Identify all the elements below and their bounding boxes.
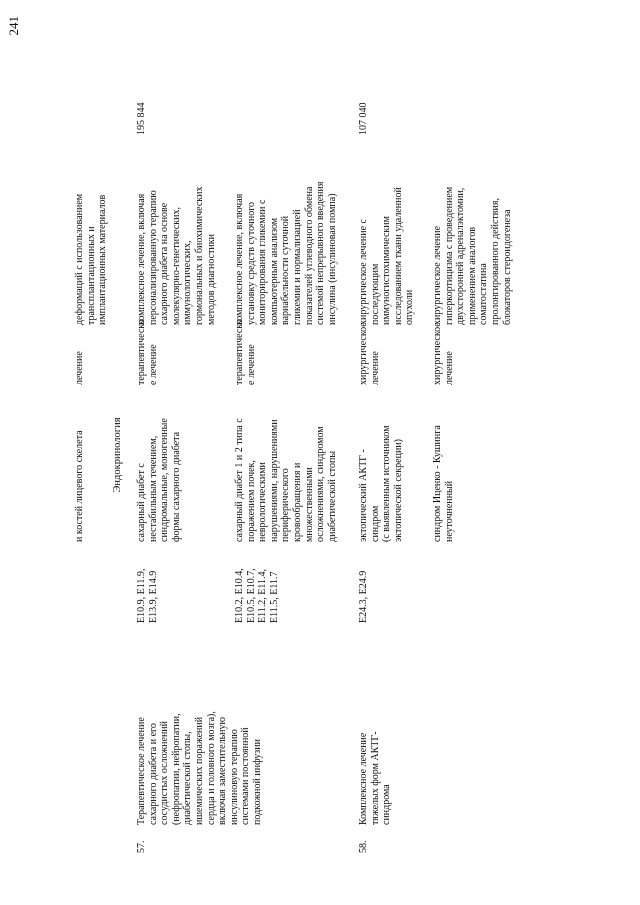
patient-model: сахарный диабет с нестабильным течением, синдромальные, моногенные формы сахарного диабета (136, 418, 182, 542)
row-name: Комплексное лечение тяжелых форм АКТГ- синдрома (358, 731, 393, 825)
row-number: 58. (358, 840, 369, 853)
patient-model: сахарный диабет 1 и 2 типа с поражением почек, неврологическими нарушениями, нарушениями периферического кровообращения и множественными осложнениями, синдромом диабетической стопы (234, 418, 338, 542)
top-row-model: и костей лицевого скелета (74, 430, 85, 542)
codes: E10.2, E10.4, E10.5, E10.7, E11.2, E11.4, E11.5, E11.7 (234, 568, 280, 623)
treatment-type: терапевтическо е лечение (136, 319, 159, 385)
treatment-method: комплексное лечение, включая персонализированную терапию сахарного диабета на основе молекулярно-генетических, иммунологических, гормональных и биохимических методов диагностики (136, 186, 217, 325)
section-title: Эндокринология (112, 417, 123, 493)
codes: E10.9, E11.9, E13.9, E14.9 (136, 568, 159, 623)
row-name: Терапевтическое лечение сахарного диабета и его сосудистых осложнений (нефропатии, нейропатии, диабетической стопы, ишемических поражений сердца и головного мозга), включая заместительную инсулиновую терапию системами постоянной подкожной инфузии (136, 711, 263, 825)
top-row-type: лечение (74, 351, 85, 385)
patient-model: синдром Иценко - Кушинга неуточненный (432, 425, 455, 542)
codes: E24.3, E24.9 (358, 570, 369, 623)
treatment-method: хирургическое лечение гиперкортицизма с проведением двухсторонней адреналэктомии, применением аналогов соматостатина пролонгированного действия, блокаторов стероидогенеза (432, 186, 513, 325)
top-row-method: деформаций с использованием трансплантационных и имплантационных материалов (74, 193, 109, 325)
row-number: 57. (136, 840, 147, 853)
treatment-type: хирургическое лечение (432, 322, 455, 385)
treatment-type: хирургическое лечение (358, 322, 381, 385)
page-number: 241 (6, 16, 21, 36)
treatment-method: комплексное лечение, включая установку средств суточного мониторирования гликемии с компьютерным анализом вариабельности суточной гликемии и нормализацией показателей углеводного обмена системой непрерывного введения инсулина (инсулиновая помпа) (234, 181, 338, 325)
treatment-type: терапевтическо е лечение (234, 319, 257, 385)
patient-model: эктопический АКТГ - синдром (с выявленным источником эктопической секреции) (358, 425, 404, 542)
row-norm: 195 844 (136, 102, 147, 135)
treatment-method: хирургическое лечение с последующим иммуногистохимическим исследованием ткани удаленной опухоли (358, 187, 416, 325)
row-norm: 107 040 (358, 102, 369, 135)
